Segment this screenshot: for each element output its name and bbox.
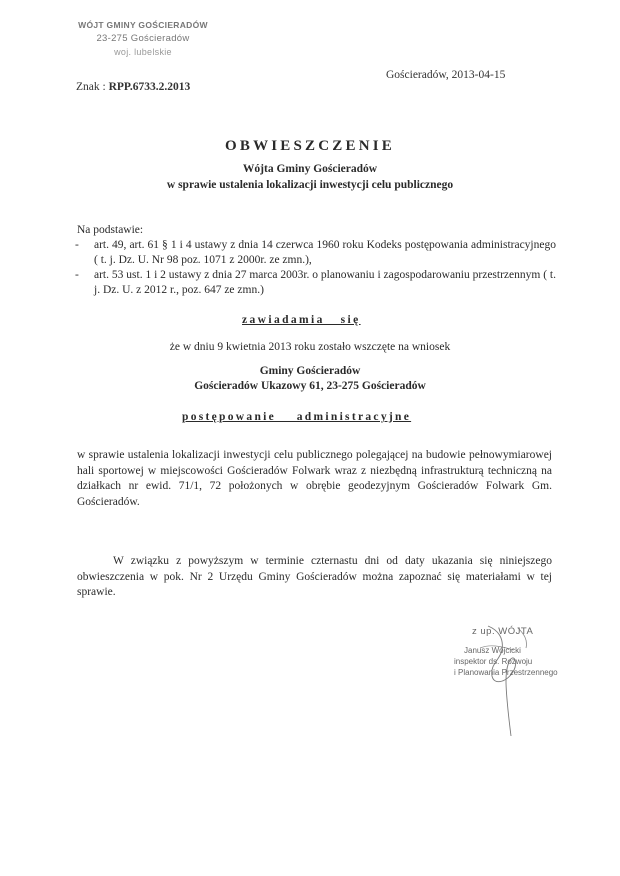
signature-prefix: z up. WÓJTA — [472, 626, 534, 637]
reference-value: RPP.6733.2.2013 — [108, 81, 191, 93]
stamp-line-office: WÓJT GMINY GOŚCIERADÓW — [78, 20, 208, 30]
notice-line: że w dniu 9 kwietnia 2013 roku zostało wszczęte na wniosek — [169, 341, 451, 353]
applicant-address: Gościeradów Ukazowy 61, 23-275 Gościeradów — [194, 380, 426, 392]
stamp-line-region: woj. lubelskie — [114, 47, 172, 57]
applicant-name: Gminy Gościeradów — [259, 365, 361, 377]
signatory-department: i Planowania Przestrzennego — [454, 668, 558, 677]
reference-label: Znak : — [76, 81, 106, 93]
reference-number — [76, 81, 190, 93]
legal-basis-text: art. 53 ust. 1 i 2 ustawy z dnia 27 marca 2003r. o planowaniu i zagospodarowaniu przestrzennym ( t. j. Dz. U. z 2012 r., poz. 647 ze zmn.) — [94, 269, 556, 296]
subject-paragraph: w sprawie ustalenia lokalizacji inwestycji celu publicznego polegającej na budowie pełnowymiarowej hali sportowej w miejscowości Gościeradów Folwark wraz z niezbędną infrastrukturą techniczną na działkach nr ewid. 71/1, 72 położonych w obrębie geodezyjnym Gościeradów Folwark Gm. Gościeradów. — [77, 449, 552, 508]
document-title: OBWIESZCZENIE — [225, 138, 395, 154]
handwritten-signature-icon — [418, 620, 578, 740]
signatory-name: Janusz Wójcicki — [464, 646, 521, 655]
document-subtitle-subject: w sprawie ustalenia lokalizacji inwestycji celu publicznego — [166, 179, 454, 191]
bullet-dash: - — [75, 239, 79, 251]
signatory-position: inspektor ds. Rozwoju — [454, 657, 533, 666]
consultation-paragraph: W związku z powyższym w terminie czternastu dni od daty ukazania się niniejszego obwieszczenia w pok. Nr 2 Urzędu Gminy Gościeradów można zapoznać się materiałami w tej sprawie. — [77, 555, 552, 598]
stamp-line-address: 23-275 Gościeradów — [96, 33, 190, 44]
legal-basis-text: art. 49, art. 61 § 1 i 4 ustawy z dnia 14 czerwca 1960 roku Kodeks postępowania administracyjnego ( t. j. Dz. U. Nr 98 poz. 1071 z 2000r. ze zmn.), — [94, 239, 556, 266]
document-subtitle-issuer: Wójta Gminy Gościeradów — [242, 163, 378, 175]
bullet-dash: - — [75, 269, 79, 281]
legal-basis-label: Na podstawie: — [77, 224, 144, 236]
office-stamp — [68, 20, 218, 57]
procedure-heading: postępowanie administracyjne — [182, 411, 412, 423]
place-and-date: Gościeradów, 2013-04-15 — [386, 69, 506, 81]
notify-heading: zawiadamia się — [242, 314, 361, 326]
